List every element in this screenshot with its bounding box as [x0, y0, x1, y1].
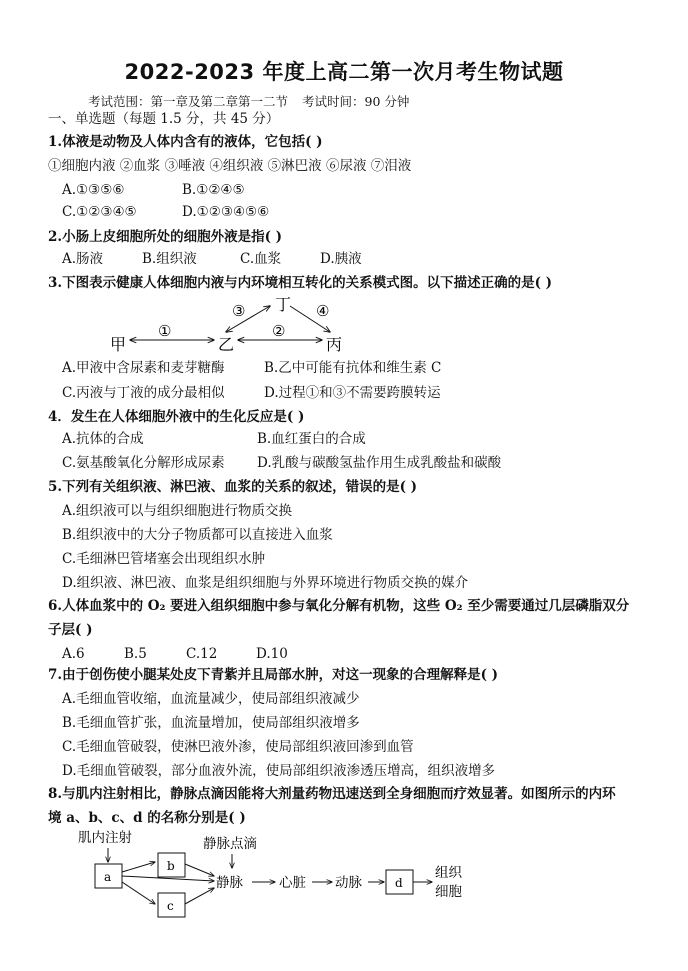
question-4-options-row1: [62, 430, 366, 448]
question-1-options-row2: [62, 203, 269, 221]
label-tissue-2: 细胞: [435, 884, 462, 900]
question-1-options-row1: [62, 181, 245, 199]
option[interactable]: D.乳酸与碳酸氢盐作用生成乳酸盐和碳酸: [257, 455, 502, 471]
option[interactable]: C.血浆: [240, 251, 282, 267]
exam-range: 考试范围：第一章及第二章第一二节: [88, 94, 289, 109]
question-8-diagram: [0, 826, 688, 921]
node-bing: 丙: [326, 335, 343, 354]
arrow-label-2: ②: [272, 322, 286, 340]
option[interactable]: A.组织液可以与组织细胞进行物质交换: [62, 503, 293, 519]
arrow-a-c: [122, 882, 155, 904]
option[interactable]: A.6: [62, 646, 85, 662]
option[interactable]: A.①③⑤⑥: [62, 182, 125, 198]
option[interactable]: C.①②③④⑤: [62, 204, 137, 220]
question-2-stem: 2.小肠上皮细胞所处的细胞外液是指( ): [48, 229, 283, 245]
label-artery: 动脉: [335, 875, 362, 891]
option[interactable]: B.乙中可能有抗体和维生素 C: [264, 360, 442, 376]
arrow-c-vein: [185, 888, 214, 904]
arrow-label-3: ③: [232, 302, 246, 320]
question-3-diagram: [0, 292, 688, 356]
option[interactable]: A.肠液: [62, 251, 104, 267]
option[interactable]: D.组织液、淋巴液、血浆是组织细胞与外界环境进行物质交换的媒介: [62, 575, 469, 591]
question-8-stem-cont: 境 a、b、c、d 的名称分别是( ): [48, 810, 246, 826]
section-heading: 一、单选题（每题 1.5 分，共 45 分）: [48, 111, 280, 127]
node-yi: 乙: [218, 335, 235, 354]
page-title: 2022-2023 年度上高二第一次月考生物试题: [124, 60, 564, 84]
label-tissue-1: 组织: [435, 865, 462, 881]
option[interactable]: B.组织液: [142, 251, 197, 267]
arrow-label-4: ④: [316, 302, 330, 320]
question-4-stem: 4．发生在人体细胞外液中的生化反应是( ): [48, 409, 305, 425]
question-3-options-row2: [62, 384, 441, 402]
option[interactable]: B.5: [124, 646, 147, 662]
option[interactable]: A.甲液中含尿素和麦芽糖酶: [62, 360, 225, 376]
label-iv-drip: 静脉点滴: [203, 836, 257, 852]
option[interactable]: D.过程①和③不需要跨膜转运: [264, 385, 441, 401]
option[interactable]: D.毛细血管破裂，部分血液外流，使局部组织液渗透压增高，组织液增多: [62, 763, 496, 779]
question-6-stem: 6.人体血浆中的 O₂ 要进入组织细胞中参与氧化分解有机物，这些 O₂ 至少需要通过几层磷脂双分: [48, 598, 630, 614]
node-jia: 甲: [110, 335, 127, 354]
arrow-a-b: [122, 862, 155, 872]
question-5-stem: 5.下列有关组织液、淋巴液、血浆的关系的叙述，错误的是( ): [48, 479, 418, 495]
option[interactable]: C.丙液与丁液的成分最相似: [62, 385, 225, 401]
box-a-label: a: [104, 870, 112, 884]
question-3-options-row1: [62, 359, 441, 377]
node-ding: 丁: [275, 295, 292, 314]
option[interactable]: B.毛细血管扩张，血流量增加，使局部组织液增多: [62, 715, 360, 731]
option[interactable]: D.10: [256, 646, 288, 662]
question-6-options: [62, 645, 288, 663]
option[interactable]: C.氨基酸氧化分解形成尿素: [62, 455, 225, 471]
option[interactable]: B.组织液中的大分子物质都可以直接进入血浆: [62, 527, 333, 543]
arrow-b-vein: [185, 864, 214, 876]
box-b-label: b: [167, 859, 175, 873]
question-1-stem: 1.体液是动物及人体内含有的液体，它包括( ): [48, 134, 323, 150]
question-1-items: ①细胞内液 ②血浆 ③唾液 ④组织液 ⑤淋巴液 ⑥尿液 ⑦泪液: [48, 158, 412, 174]
option[interactable]: D.胰液: [320, 251, 362, 267]
option[interactable]: B.血红蛋白的合成: [257, 431, 366, 447]
question-4-options-row2: [62, 454, 501, 472]
question-7-stem: 7.由于创伤使小腿某处皮下青紫并且局部水肿，对这一现象的合理解释是( ): [48, 667, 499, 683]
option[interactable]: A.抗体的合成: [62, 431, 144, 447]
option[interactable]: C.12: [186, 646, 218, 662]
question-6-stem-cont: 子层( ): [48, 622, 93, 638]
label-im-injection: 肌内注射: [78, 830, 132, 846]
option[interactable]: C.毛细淋巴管堵塞会出现组织水肿: [62, 551, 266, 567]
option[interactable]: D.①②③④⑤⑥: [182, 204, 270, 220]
box-d-label: d: [395, 876, 403, 890]
exam-meta: [88, 92, 419, 110]
question-8-stem: 8.与肌内注射相比，静脉点滴因能将大剂量药物迅速送到全身细胞而疗效显著。如图所示的内环: [48, 786, 616, 802]
question-2-options: [62, 250, 362, 268]
label-heart: 心脏: [279, 875, 306, 891]
box-c-label: c: [167, 899, 174, 913]
question-3-stem: 3.下图表示健康人体细胞内液与内环境相互转化的关系模式图。以下描述正确的是( ): [48, 275, 553, 291]
option[interactable]: A.毛细血管收缩，血流量减少，使局部组织液减少: [62, 691, 360, 707]
exam-time: 考试时间：90 分钟: [302, 94, 410, 109]
option[interactable]: B.①②④⑤: [182, 182, 245, 198]
arrow-label-1: ①: [158, 322, 172, 340]
label-vein: 静脉: [216, 875, 243, 891]
option[interactable]: C.毛细血管破裂，使淋巴液外渗，使局部组织液回渗到血管: [62, 739, 414, 755]
